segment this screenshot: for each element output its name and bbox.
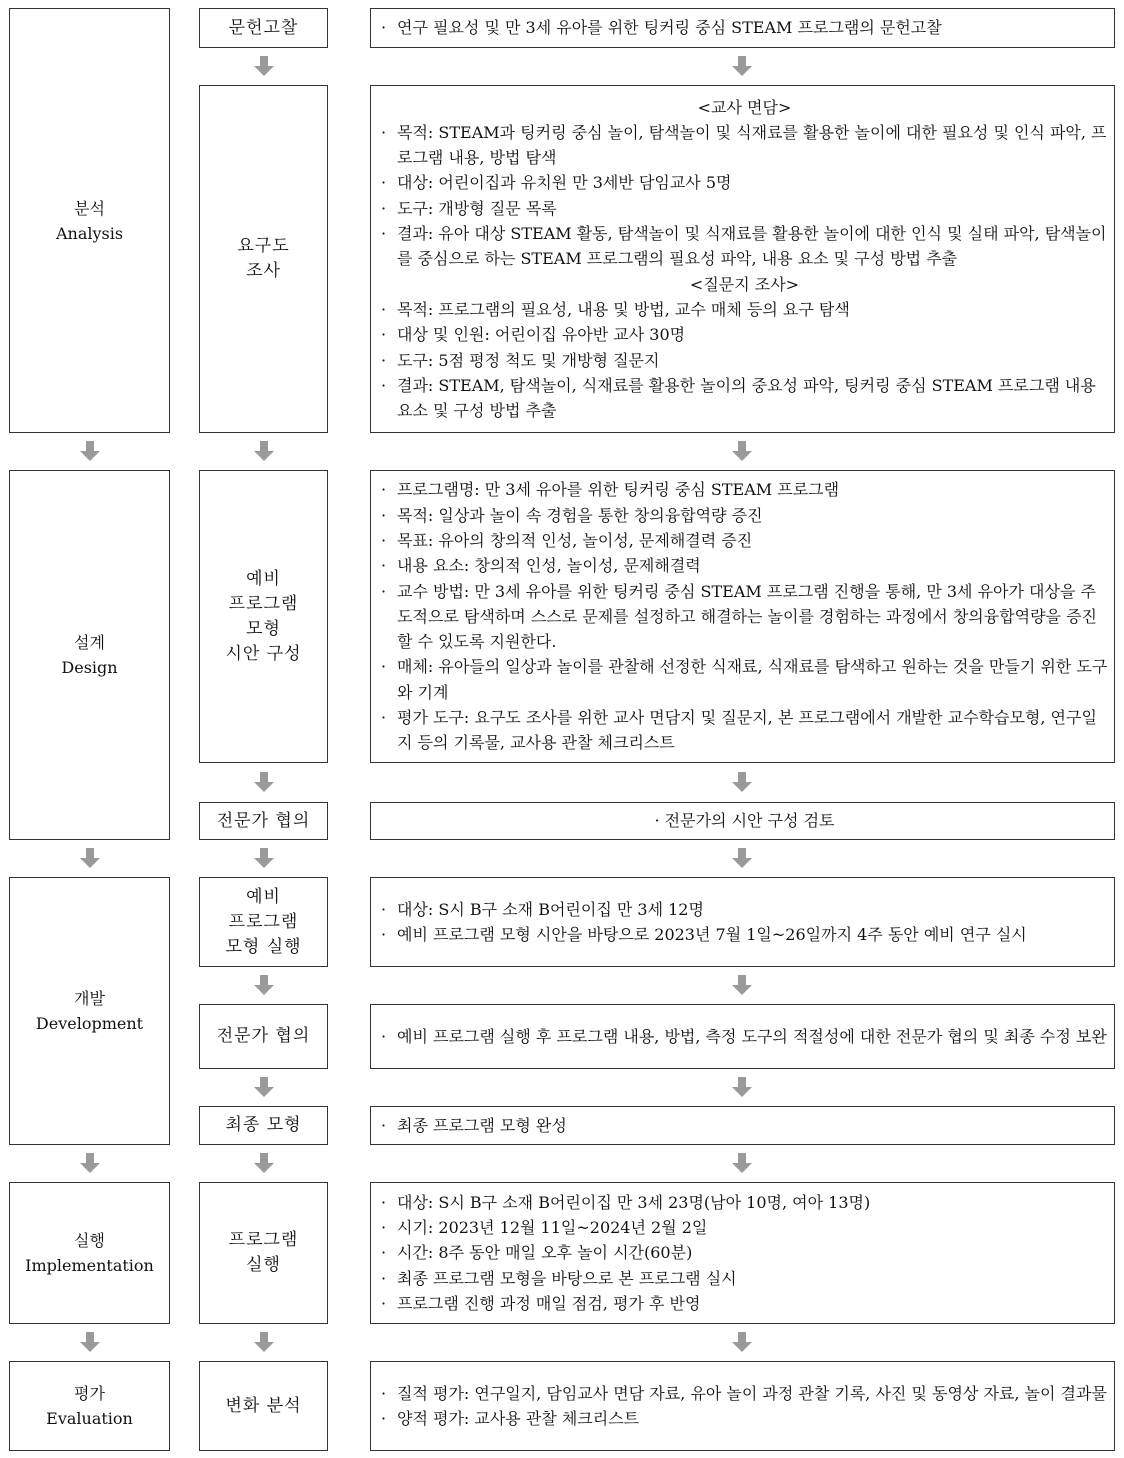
phase-analysis — [9, 8, 170, 433]
bullet: · — [381, 198, 387, 218]
detail-text: 최종 프로그램 모형 완성 — [397, 1115, 567, 1135]
detail-line — [381, 373, 1108, 424]
detail-line — [381, 897, 1108, 922]
step-program-run-label-2: 실행 — [246, 1255, 281, 1275]
detail-line — [381, 1266, 1108, 1291]
phase-development-en: Development — [35, 1014, 144, 1033]
phase-evaluation-en: Evaluation — [46, 1409, 133, 1428]
down-arrow-icon — [732, 56, 752, 76]
detail-line — [381, 1240, 1108, 1265]
step-expert-consultation-1-label: 전문가 협의 — [216, 810, 311, 831]
bullet: · — [381, 18, 387, 38]
down-arrow-icon — [254, 56, 274, 76]
detail-text: 결과: STEAM, 탐색놀이, 식재료를 활용한 놀이의 중요성 파악, 팅커링 중심 STEAM 프로그램 내용 요소 및 구성 방법 추출 — [397, 375, 1096, 421]
phase-design-en: Design — [61, 658, 118, 677]
detail-line — [381, 1024, 1108, 1049]
detail-text: 목적: 프로그램의 필요성, 내용 및 방법, 교수 매체 등의 요구 탐색 — [397, 299, 850, 319]
detail-text: 내용 요소: 창의적 인성, 놀이성, 문제해결력 — [397, 556, 701, 576]
down-arrow-icon — [80, 441, 100, 461]
detail-text: 예비 프로그램 모형 시안을 바탕으로 2023년 7월 1일~26일까지 4주 동안 예비 연구 실시 — [397, 925, 1027, 944]
step-pilot-run-label-1: 예비 — [246, 886, 281, 907]
teacher-interview-header: <교사 면담> — [697, 97, 792, 117]
detail-literature-review — [370, 8, 1115, 48]
down-arrow-icon — [254, 1332, 274, 1352]
detail-line — [381, 579, 1108, 655]
bullet: · — [381, 325, 387, 345]
detail-text: 도구: 5점 평정 척도 및 개방형 질문지 — [397, 350, 660, 370]
down-arrow-icon — [732, 1153, 752, 1173]
detail-line — [381, 477, 1108, 502]
down-arrow-icon — [732, 975, 752, 995]
detail-text: 질적 평가: 연구일지, 담임교사 면담 자료, 유아 놀이 과정 관찰 기록, 사진 및 동영상 자료, 놀이 결과물 — [397, 1383, 1107, 1403]
detail-expert-consultation-1 — [370, 802, 1115, 840]
detail-line — [381, 1190, 1108, 1215]
phase-implementation-en: Implementation — [25, 1256, 154, 1275]
detail-line — [381, 503, 1108, 528]
bullet: · — [381, 1409, 387, 1428]
phase-analysis-en: Analysis — [55, 223, 124, 243]
bullet: · — [381, 581, 387, 601]
step-final-model-label: 최종 모형 — [225, 1115, 302, 1135]
detail-line — [381, 348, 1108, 373]
step-literature-review — [199, 8, 328, 48]
down-arrow-icon — [732, 772, 752, 792]
phase-development-ko: 개발 — [74, 989, 105, 1008]
detail-change-analysis — [370, 1361, 1115, 1451]
detail-text: 최종 프로그램 모형을 바탕으로 본 프로그램 실시 — [397, 1268, 737, 1288]
bullet: · — [381, 1383, 387, 1403]
down-arrow-icon — [80, 1332, 100, 1352]
bullet: · — [381, 505, 387, 525]
down-arrow-icon — [254, 772, 274, 792]
detail-line — [381, 1215, 1108, 1240]
bullet: · — [654, 811, 660, 831]
step-expert-consultation-2-label: 전문가 협의 — [216, 1026, 311, 1046]
detail-line — [381, 528, 1108, 553]
questionnaire-header: <질문지 조사> — [689, 274, 800, 294]
detail-text: 양적 평가: 교사용 관찰 체크리스트 — [397, 1409, 640, 1428]
phase-design-ko: 설계 — [74, 633, 105, 652]
bullet: · — [381, 1192, 387, 1212]
detail-line — [381, 120, 1108, 171]
bullet: · — [381, 657, 387, 677]
down-arrow-icon — [80, 848, 100, 868]
bullet: · — [381, 899, 387, 919]
detail-line — [381, 553, 1108, 578]
detail-text: 교수 방법: 만 3세 유아를 위한 팅커링 중심 STEAM 프로그램 진행을 통해, 만 3세 유아가 대상을 주도적으로 탐색하며 스스로 문제를 설정하고 해결하는 놀이를 경험하는 과정에서 창의융합역량을 증진할 수 있도록 지원한다. — [397, 581, 1098, 652]
step-pilot-run-label-3: 모형 실행 — [225, 936, 302, 957]
detail-text: 목적: 일상과 놀이 속 경험을 통한 창의융합역량 증진 — [397, 505, 763, 525]
phase-evaluation — [9, 1361, 170, 1451]
detail-line — [381, 297, 1108, 322]
step-final-model — [199, 1106, 328, 1145]
detail-expert-consultation-2 — [370, 1004, 1115, 1069]
step-preliminary-draft-label-1: 예비 — [246, 568, 281, 589]
detail-text: 연구 필요성 및 만 3세 유아를 위한 팅커링 중심 STEAM 프로그램의 문헌고찰 — [397, 18, 942, 38]
detail-pilot-run — [370, 877, 1115, 967]
bullet: · — [381, 1218, 387, 1238]
phase-implementation — [9, 1182, 170, 1324]
down-arrow-icon — [732, 1077, 752, 1097]
detail-line — [381, 322, 1108, 347]
detail-line — [381, 922, 1108, 947]
bullet: · — [381, 925, 387, 944]
detail-text: 대상: S시 B구 소재 B어린이집 만 3세 23명(남아 10명, 여아 13명) — [397, 1192, 871, 1212]
bullet: · — [381, 556, 387, 576]
bullet: · — [381, 122, 387, 142]
detail-text: 시기: 2023년 12월 11일~2024년 2월 2일 — [397, 1218, 708, 1238]
detail-line — [381, 1381, 1108, 1406]
down-arrow-icon — [254, 975, 274, 995]
detail-text: 매체: 유아들의 일상과 놀이를 관찰해 선정한 식재료, 식재료를 탐색하고 원하는 것을 만들기 위한 도구와 기계 — [397, 657, 1108, 702]
bullet: · — [381, 708, 387, 728]
step-preliminary-draft — [199, 470, 328, 763]
bullet: · — [381, 224, 387, 244]
step-expert-consultation-1 — [199, 802, 328, 840]
detail-text: 프로그램명: 만 3세 유아를 위한 팅커링 중심 STEAM 프로그램 — [397, 480, 840, 500]
detail-text: 프로그램 진행 과정 매일 점검, 평가 후 반영 — [397, 1293, 701, 1313]
detail-line — [381, 15, 1108, 40]
detail-text: 대상: 어린이집과 유치원 만 3세반 담임교사 5명 — [397, 173, 732, 193]
detail-text: 대상: S시 B구 소재 B어린이집 만 3세 12명 — [397, 899, 704, 919]
down-arrow-icon — [254, 441, 274, 461]
step-pilot-run — [199, 877, 328, 967]
down-arrow-icon — [254, 1077, 274, 1097]
detail-text: 시간: 8주 동안 매일 오후 놀이 시간(60분) — [397, 1243, 693, 1263]
step-expert-consultation-2 — [199, 1004, 328, 1069]
bullet: · — [381, 350, 387, 370]
step-preliminary-draft-label-4: 시안 구성 — [225, 643, 302, 664]
down-arrow-icon — [732, 441, 752, 461]
bullet: · — [381, 375, 387, 395]
bullet: · — [381, 1243, 387, 1263]
detail-line — [381, 221, 1108, 272]
detail-line — [654, 808, 834, 833]
down-arrow-icon — [80, 1153, 100, 1173]
phase-implementation-ko: 실행 — [74, 1231, 105, 1250]
phase-design — [9, 470, 170, 840]
step-preliminary-draft-label-3: 모형 — [246, 618, 281, 639]
step-preliminary-draft-label-2: 프로그램 — [228, 593, 299, 614]
detail-final-model — [370, 1106, 1115, 1145]
detail-text: 대상 및 인원: 어린이집 유아반 교사 30명 — [397, 325, 686, 345]
bullet: · — [381, 480, 387, 500]
step-pilot-run-label-2: 프로그램 — [228, 911, 299, 932]
step-needs-survey-label-1: 요구도 — [237, 236, 290, 256]
bullet: · — [381, 530, 387, 550]
bullet: · — [381, 173, 387, 193]
phase-analysis-ko: 분석 — [74, 198, 105, 218]
detail-line — [381, 1406, 1108, 1431]
detail-text: 목적: STEAM과 팅커링 중심 놀이, 탐색놀이 및 식재료를 활용한 놀이에 대한 필요성 및 인식 파악, 프로그램 내용, 방법 탐색 — [397, 122, 1107, 168]
down-arrow-icon — [732, 848, 752, 868]
detail-needs-survey — [370, 85, 1115, 433]
down-arrow-icon — [254, 1153, 274, 1173]
detail-text: 전문가의 시안 구성 검토 — [664, 811, 835, 831]
step-program-run-label-1: 프로그램 — [228, 1230, 299, 1250]
phase-evaluation-ko: 평가 — [74, 1384, 105, 1403]
detail-program-run — [370, 1182, 1115, 1324]
detail-preliminary-draft — [370, 470, 1115, 763]
bullet: · — [381, 1293, 387, 1313]
down-arrow-icon — [732, 1332, 752, 1352]
detail-line — [381, 196, 1108, 221]
detail-line — [381, 1291, 1108, 1316]
detail-line — [381, 654, 1108, 705]
detail-text: 결과: 유아 대상 STEAM 활동, 탐색놀이 및 식재료를 활용한 놀이에 대한 인식 및 실태 파악, 탐색놀이를 중심으로 하는 STEAM 프로그램의 필요성 파악, 내용 요소 및 구성 방법 추출 — [397, 224, 1107, 269]
step-program-run — [199, 1182, 328, 1324]
detail-line — [381, 1113, 1108, 1138]
detail-text: 예비 프로그램 실행 후 프로그램 내용, 방법, 측정 도구의 적절성에 대한 전문가 협의 및 최종 수정 보완 — [397, 1026, 1107, 1046]
bullet: · — [381, 1026, 387, 1046]
step-change-analysis — [199, 1361, 328, 1451]
step-needs-survey — [199, 85, 328, 433]
bullet: · — [381, 1115, 387, 1135]
step-needs-survey-label-2: 조사 — [246, 261, 281, 281]
detail-text: 도구: 개방형 질문 목록 — [397, 198, 557, 218]
step-change-analysis-label: 변화 분석 — [225, 1395, 302, 1416]
step-literature-review-label: 문헌고찰 — [228, 17, 299, 38]
detail-line — [381, 170, 1108, 195]
phase-development — [9, 877, 170, 1145]
down-arrow-icon — [254, 848, 274, 868]
bullet: · — [381, 299, 387, 319]
detail-line — [381, 705, 1108, 756]
bullet: · — [381, 1268, 387, 1288]
detail-text: 목표: 유아의 창의적 인성, 놀이성, 문제해결력 증진 — [397, 530, 753, 550]
detail-text: 평가 도구: 요구도 조사를 위한 교사 면담지 및 질문지, 본 프로그램에서 개발한 교수학습모형, 연구일지 등의 기록물, 교사용 관찰 체크리스트 — [397, 708, 1097, 753]
